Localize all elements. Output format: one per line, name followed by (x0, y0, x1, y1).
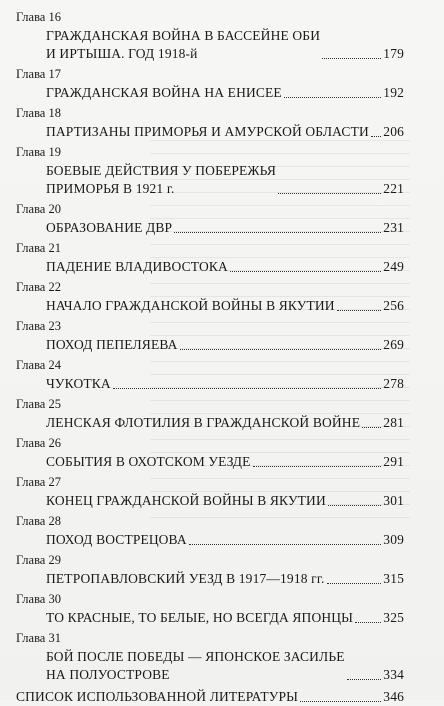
dot-leader (327, 583, 382, 584)
chapter-title: ПАДЕНИЕ ВЛАДИВОСТОКА (46, 259, 228, 274)
dot-leader (180, 349, 382, 350)
toc-entry (16, 531, 404, 549)
toc-chapter (16, 202, 404, 237)
page-number: 301 (383, 493, 404, 508)
toc-entry (16, 258, 404, 276)
chapter-title: ЛЕНСКАЯ ФЛОТИЛИЯ В ГРАЖДАНСКОЙ ВОЙНЕ (46, 415, 361, 430)
page-number: 346 (383, 689, 404, 704)
chapter-label: Глава 20 (16, 202, 61, 216)
dot-leader (337, 310, 382, 311)
toc-references (16, 688, 404, 706)
chapter-title: ПАРТИЗАНЫ ПРИМОРЬЯ И АМУРСКОЙ ОБЛАСТИ (46, 124, 369, 139)
toc-chapter (16, 280, 404, 315)
page-number: 281 (383, 415, 404, 430)
chapter-label: Глава 31 (16, 631, 61, 645)
page-number: 249 (383, 259, 404, 274)
chapter-title: ПОХОД ПЕПЕЛЯЕВА (46, 337, 178, 352)
toc-entry (16, 570, 404, 588)
dot-leader (113, 388, 381, 389)
dot-leader (322, 58, 381, 59)
chapter-label: Глава 28 (16, 514, 61, 528)
toc-list (16, 10, 404, 706)
toc-entry (16, 84, 404, 102)
toc-chapter (16, 592, 404, 627)
toc-entry (16, 414, 404, 432)
toc-entry (16, 336, 404, 354)
toc-entry (16, 492, 404, 510)
page-number: 231 (383, 220, 404, 235)
chapter-title: СОБЫТИЯ В ОХОТСКОМ УЕЗДЕ (46, 454, 251, 469)
page-number: 291 (383, 454, 404, 469)
toc-chapter (16, 436, 404, 471)
page-number: 278 (383, 376, 404, 391)
chapter-label: Глава 16 (16, 10, 61, 24)
toc-entry (16, 453, 404, 471)
dot-leader (328, 505, 381, 506)
chapter-label: Глава 18 (16, 106, 61, 120)
chapter-title: ТО КРАСНЫЕ, ТО БЕЛЫЕ, НО ВСЕГДА ЯПОНЦЫ (46, 610, 354, 625)
toc-chapter (16, 145, 404, 198)
chapter-label: Глава 21 (16, 241, 61, 255)
toc-chapter (16, 553, 404, 588)
chapter-label: Глава 19 (16, 145, 61, 159)
toc-entry (16, 688, 404, 706)
toc-entry (16, 297, 404, 315)
toc-chapter (16, 319, 404, 354)
toc-entry (16, 375, 404, 393)
chapter-label: Глава 27 (16, 475, 61, 489)
references-title: СПИСОК ИСПОЛЬЗОВАННОЙ ЛИТЕРАТУРЫ (16, 689, 299, 704)
toc-entry (16, 27, 404, 63)
chapter-label: Глава 22 (16, 280, 61, 294)
dot-leader (300, 701, 381, 702)
toc-chapter (16, 241, 404, 276)
chapter-title: ПЕТРОПАВЛОВСКИЙ УЕЗД В 1917—1918 гг. (46, 571, 325, 586)
chapter-label: Глава 30 (16, 592, 61, 606)
chapter-title: ГРАЖДАНСКАЯ ВОЙНА В БАССЕЙНЕ ОБИ И ИРТЫША. ГОД 1918-й (46, 28, 321, 61)
toc-chapter (16, 67, 404, 102)
toc-entry (16, 219, 404, 237)
chapter-label: Глава 23 (16, 319, 61, 333)
page-number: 309 (383, 532, 404, 547)
chapter-title: БОЙ ПОСЛЕ ПОБЕДЫ — ЯПОНСКОЕ ЗАСИЛЬЕ НА ПОЛУОСТРОВЕ (46, 649, 345, 682)
toc-chapter (16, 106, 404, 141)
dot-leader (284, 97, 381, 98)
toc-chapter (16, 397, 404, 432)
chapter-title: КОНЕЦ ГРАЖДАНСКОЙ ВОЙНЫ В ЯКУТИИ (46, 493, 326, 508)
dot-leader (362, 427, 381, 428)
dot-leader (278, 193, 381, 194)
toc-chapter (16, 358, 404, 393)
dot-leader (355, 622, 381, 623)
toc-chapter (16, 514, 404, 549)
dot-leader (347, 679, 382, 680)
chapter-title: ГРАЖДАНСКАЯ ВОЙНА НА ЕНИСЕЕ (46, 85, 282, 100)
chapter-label: Глава 24 (16, 358, 61, 372)
chapter-label: Глава 17 (16, 67, 61, 81)
page-number: 206 (383, 124, 404, 139)
page-number: 192 (383, 85, 404, 100)
page-number: 179 (383, 46, 404, 61)
page-number: 221 (383, 181, 404, 196)
dot-leader (189, 544, 382, 545)
chapter-title: ЧУКОТКА (46, 376, 111, 391)
page-number: 256 (383, 298, 404, 313)
dot-leader (174, 232, 381, 233)
toc-chapter (16, 475, 404, 510)
chapter-title: БОЕВЫЕ ДЕЙСТВИЯ У ПОБЕРЕЖЬЯ ПРИМОРЬЯ В 1921 г. (46, 163, 277, 196)
dot-leader (230, 271, 381, 272)
chapter-label: Глава 26 (16, 436, 61, 450)
chapter-title: ПОХОД ВОСТРЕЦОВА (46, 532, 187, 547)
chapter-title: НАЧАЛО ГРАЖДАНСКОЙ ВОЙНЫ В ЯКУТИИ (46, 298, 335, 313)
toc-chapter (16, 631, 404, 684)
page-number: 334 (383, 667, 404, 682)
toc-entry (16, 162, 404, 198)
page-number: 269 (383, 337, 404, 352)
toc-entry (16, 123, 404, 141)
chapter-label: Глава 29 (16, 553, 61, 567)
chapter-label: Глава 25 (16, 397, 61, 411)
toc-entry (16, 648, 404, 684)
toc-chapter (16, 10, 404, 63)
dot-leader (253, 466, 382, 467)
page-number: 315 (383, 571, 404, 586)
dot-leader (371, 136, 381, 137)
page-number: 325 (383, 610, 404, 625)
toc-entry (16, 609, 404, 627)
chapter-title: ОБРАЗОВАНИЕ ДВР (46, 220, 173, 235)
